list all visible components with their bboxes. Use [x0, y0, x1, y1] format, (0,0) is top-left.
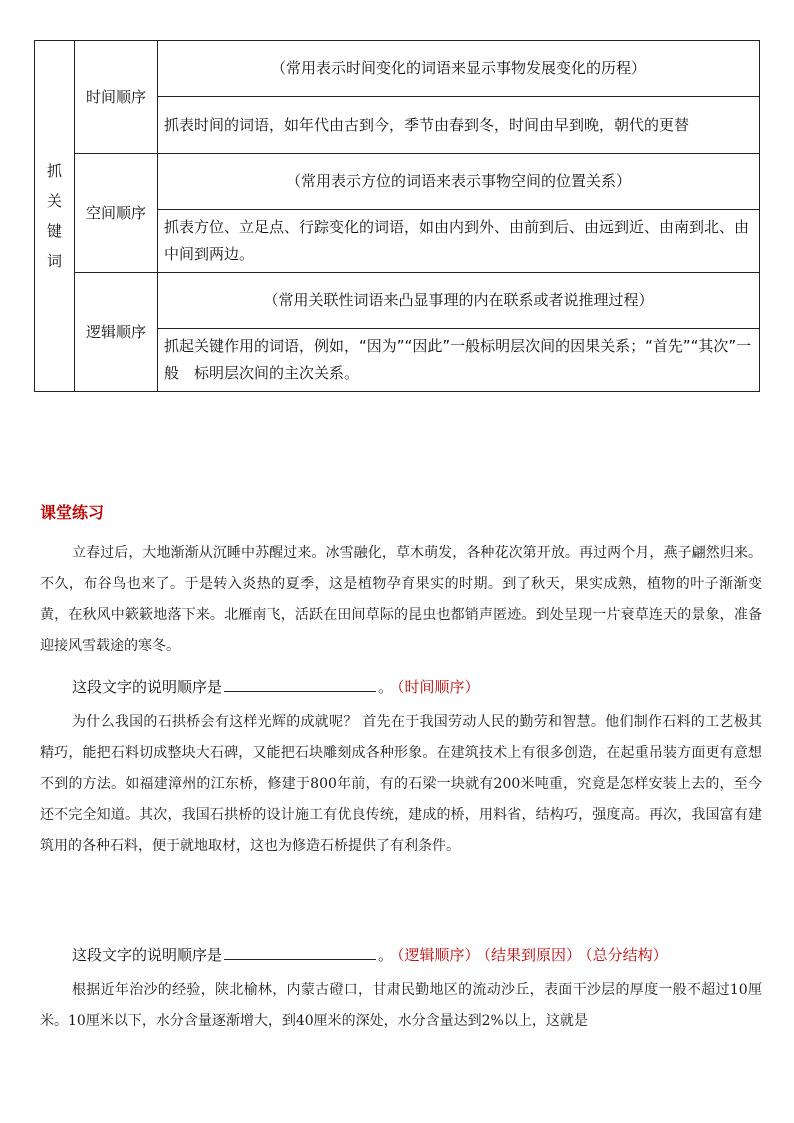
desc-logic: 抓起关键作用的词语，例如，“因为”“因此”一般标明层次间的因果关系；“首先”“其次”一般 标明层次间的主次关系。	[158, 329, 760, 392]
question-1	[72, 676, 480, 698]
section-title: 课堂练习	[40, 503, 105, 522]
keyword-char: 词	[46, 252, 62, 270]
category-time: 时间顺序	[75, 41, 158, 154]
answer-text: （时间顺序）	[397, 678, 480, 696]
note-space: （常用表示方位的词语来表示事物空间的位置关系）	[158, 154, 760, 210]
question-2	[72, 944, 668, 966]
question-suffix: 。	[378, 678, 394, 696]
answer-blank[interactable]	[224, 677, 376, 692]
question-prefix: 这段文字的说明顺序是	[72, 946, 223, 964]
note-time: （常用表示时间变化的词语来显示事物发展变化的历程）	[158, 41, 760, 97]
question-prefix: 这段文字的说明顺序是	[72, 678, 223, 696]
passage-seasons: 立春过后，大地渐渐从沉睡中苏醒过来。冰雪融化，草木萌发，各种花次第开放。再过两个月，燕子翩然归来。不久，布谷鸟也来了。于是转入炎热的夏季，这是植物孕育果实的时期。到了秋天，果实成熟，植物的叶子渐渐变黄，在秋风中簌簌地落下来。北雁南飞，活跃在田间草际的昆虫也都销声匿迹。到处呈现一片衰草连天的景象，准备迎接风雪载途的寒冬。	[40, 545, 762, 654]
question-suffix: 。	[378, 946, 394, 964]
answer-text: （总分结构）	[585, 946, 668, 964]
category-logic: 逻辑顺序	[75, 273, 158, 392]
keyword-char: 关	[46, 192, 62, 210]
answer-text: （逻辑顺序）	[397, 946, 480, 964]
answer-blank[interactable]	[224, 945, 376, 960]
keyword-column	[35, 41, 75, 392]
category-space: 空间顺序	[75, 154, 158, 273]
keyword-char: 抓	[46, 162, 62, 180]
answer-text: （结果到原因）	[483, 946, 582, 964]
keyword-table	[34, 40, 760, 392]
passage-stone-bridge: 为什么我国的石拱桥会有这样光辉的成就呢？ 首先在于我国劳动人民的勤劳和智慧。他们制作石料的工艺极其精巧，能把石料切成整块大石碑，又能把石块雕刻成各种形象。在建筑技术上有很多创造，在起重吊装方面更有意想不到的方法。如福建漳州的江东桥，修建于800年前，有的石梁一块就有200米吨重，究竟是怎样安装上去的，至今还不完全知道。其次，我国石拱桥的设计施工有优良传统，建成的桥，用料省，结构巧，强度高。再次，我国富有建筑用的各种石料，便于就地取材，这也为修造石桥提供了有利条件。	[40, 714, 762, 854]
passage-sand: 根据近年治沙的经验，陕北榆林，内蒙古磴口，甘肃民勤地区的流动沙丘，表面干沙层的厚度一般不超过10厘米。10厘米以下，水分含量逐渐增大，到40厘米的深处，水分含量达到2%以上，这就是	[40, 982, 762, 1029]
desc-space: 抓表方位、立足点、行踪变化的词语，如由内到外、由前到后、由远到近、由南到北、由中间到两边。	[158, 210, 760, 273]
desc-time: 抓表时间的词语，如年代由古到今，季节由春到冬，时间由早到晚，朝代的更替	[158, 97, 760, 154]
keyword-char: 键	[46, 222, 62, 240]
note-logic: （常用关联性词语来凸显事理的内在联系或者说推理过程）	[158, 273, 760, 329]
